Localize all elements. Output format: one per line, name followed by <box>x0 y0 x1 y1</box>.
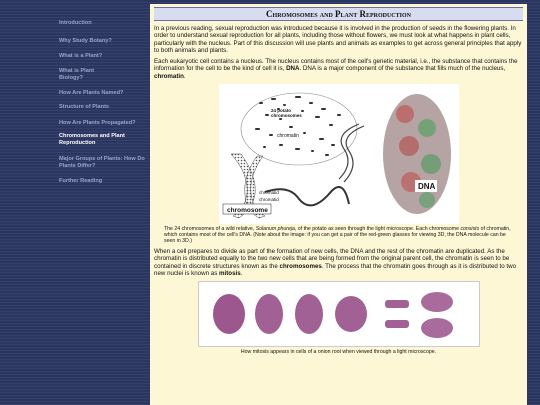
nav-further-reading[interactable]: Further Reading <box>59 178 103 184</box>
mitosis-figure <box>198 281 480 347</box>
mitosis-text-c: . <box>240 269 243 277</box>
nav-why-study-botany[interactable]: Why Study Botany? <box>59 38 112 44</box>
chromatin-term: chromatin <box>154 72 184 80</box>
caption-text-c: of chromatin, which contains most of the cell's DNA. (Note about the image: if you can get a pair of the red-green glasses for viewing 3D, the DNA molecule can be seen in 3D.) <box>164 226 511 245</box>
chromosome-figure <box>219 84 459 224</box>
main-content <box>150 4 527 405</box>
cell-metaphase <box>295 294 323 334</box>
cell-anaphase <box>335 296 367 332</box>
dna-term: DNA <box>286 65 300 73</box>
page-title: Chromosomes and Plant Reproduction <box>154 7 523 21</box>
figure1-caption <box>164 226 513 244</box>
species-name: Solanum phureja <box>255 226 295 233</box>
caption-text-b: , of the potato as seen through the light microscope. Each chromosome <box>294 226 461 233</box>
chromosome-illustration <box>219 84 459 224</box>
dna-label: DNA <box>417 182 435 192</box>
cell-telophase-top <box>385 300 409 308</box>
nucleus-text-a: Each eukaryotic cell contains a nucleus. The nucleus contains most of the cell's genetic material, i.e., the substance that contains the information for the cell to be the kind of cell it is, <box>154 58 518 73</box>
chromatin-label: chromatin <box>276 133 299 140</box>
chromatid-label-2: chromatid <box>258 197 279 203</box>
nav-introduction[interactable]: Introduction <box>59 20 92 26</box>
daughter-cell-1 <box>421 292 453 312</box>
mitosis-text-b: . The process that the chromatin goes through as it is distributed to two new nuclei is known as <box>154 262 517 277</box>
potato-chromosomes <box>255 96 341 156</box>
caption-consists: consists <box>460 226 480 233</box>
dna-molecule <box>383 94 451 214</box>
mitosis-paragraph <box>154 248 523 277</box>
mitosis-term: mitosis <box>219 269 241 277</box>
figure2-caption: How mitosis appears in cells of a onion root when viewed through a light microscope. <box>240 349 437 356</box>
potato-chromosomes-label: 24 potato chromosomes <box>270 108 302 119</box>
mitosis-text-a: When a cell prepares to divide as part of the formation of new cells, the DNA and the rest of the chromatin are duplicated. As the chromatin is distributed equally to the two new cells that are being formed from the original parent cell, the chromatin is seen to be contained in discrete structures known as the <box>154 248 510 270</box>
mitosis-cells <box>213 292 453 338</box>
cell-prometaphase <box>255 294 283 334</box>
nav-structure-of-plants[interactable]: Structure of Plants <box>59 104 110 110</box>
daughter-cell-2 <box>421 318 453 338</box>
nav-major-groups[interactable]: Major Groups of Plants: How Do Plants Differ? <box>59 156 145 169</box>
nav-chromosomes-reproduction[interactable]: Chromosomes and Plant Reproduction <box>59 133 125 146</box>
nav-how-propagated[interactable]: How Are Plants Propagated? <box>59 120 136 126</box>
cell-telophase-bottom <box>385 320 409 328</box>
nucleus-text-b: . DNA is a major component of the substance that fills much of the nucleus, <box>299 65 506 73</box>
nucleus-text-c: . <box>183 72 186 80</box>
chromosome-label: chromosome <box>226 207 268 215</box>
sidebar-nav <box>0 0 150 405</box>
chromosomes-term: chromosomes <box>279 262 322 270</box>
nav-what-is-a-plant[interactable]: What is a Plant? <box>59 53 103 59</box>
mitosis-illustration <box>199 282 479 346</box>
nav-how-are-plants-named[interactable]: How Are Plants Named? <box>59 90 124 96</box>
nav-what-is-plant-biology[interactable]: What is Plant Biology? <box>59 68 95 81</box>
chromatid-label-1: chromatid <box>258 190 279 196</box>
nucleus-paragraph <box>154 58 523 80</box>
caption-text-a: The 24 chromosomes of a wild relative, <box>164 226 256 233</box>
intro-paragraph: In a previous reading, sexual reproduction was introduced because it is involved in the production of seeds in the flowering plants. In order to understand sexual reproduction for all plants, including those without flowers, we must look at what happens in plant cells, particularly with the nucleus. Part of this discussion will use plants and animals as examples to get across general principles that apply to both animals and plants. <box>154 25 522 54</box>
cell-prophase <box>213 294 245 334</box>
